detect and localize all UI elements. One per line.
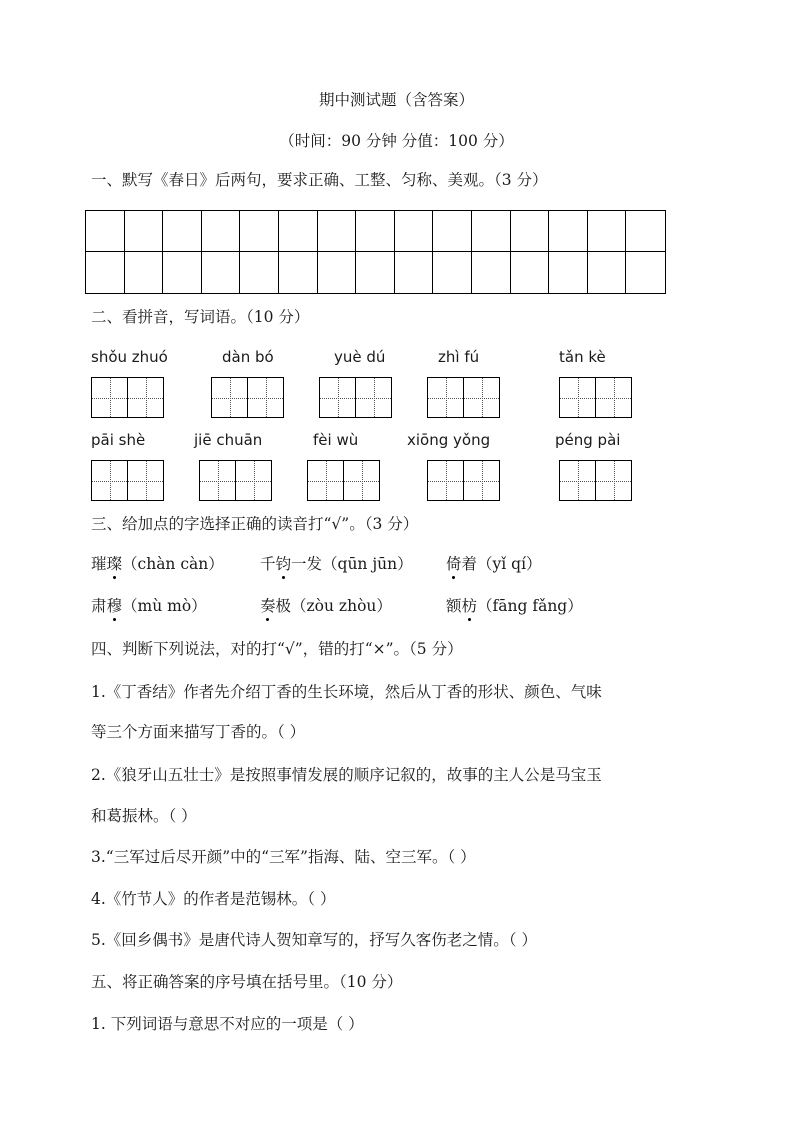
pinyin-label: péng pài <box>555 431 621 449</box>
dotted-char: 枋 <box>461 597 478 615</box>
answer-box[interactable] <box>559 460 632 501</box>
section1-heading: 一、默写《春日》后两句，要求正确、工整、匀称、美观。（3 分） <box>91 171 548 189</box>
exam-meta: （时间：90 分钟 分值：100 分） <box>279 132 514 150</box>
grid-cell[interactable] <box>626 211 665 252</box>
grid-cell[interactable] <box>163 211 202 252</box>
grid-cell[interactable] <box>549 252 588 293</box>
section5-heading: 五、将正确答案的序号填在括号里。（10 分） <box>91 973 403 991</box>
grid-cell[interactable] <box>86 211 125 252</box>
pronunciation-item[interactable]: 倚着（yǐ qí） <box>446 555 542 573</box>
writing-grid <box>85 210 666 294</box>
grid-cell[interactable] <box>240 211 279 252</box>
answer-box[interactable] <box>427 460 500 501</box>
grid-cell[interactable] <box>125 211 164 252</box>
answer-box[interactable] <box>91 377 164 418</box>
question-text: 1.《丁香结》作者先介绍丁香的生长环境，然后从丁香的形状、颜色、气味 <box>91 683 602 701</box>
grid-cell[interactable] <box>356 211 395 252</box>
dotted-char: 钧 <box>275 555 292 573</box>
answer-box[interactable] <box>211 377 284 418</box>
dotted-char: 奏 <box>260 597 276 615</box>
answer-box[interactable] <box>319 377 392 418</box>
dotted-char: 穆 <box>106 597 123 615</box>
pronunciation-item[interactable]: 肃穆（mù mò） <box>91 597 207 615</box>
grid-cell[interactable] <box>125 252 164 293</box>
question-text: 3.“三军过后尽开颜”中的“三军”指海、陆、空三军。（ ） <box>91 848 476 866</box>
dotted-char: 倚 <box>446 555 462 573</box>
grid-cell[interactable] <box>433 252 472 293</box>
question-text: 等三个方面来描写丁香的。（ ） <box>91 723 306 741</box>
grid-cell[interactable] <box>318 252 357 293</box>
grid-cell[interactable] <box>588 252 627 293</box>
grid-cell[interactable] <box>279 252 318 293</box>
question-text: 和葛振林。（ ） <box>91 807 197 825</box>
pinyin-label: yuè dú <box>334 348 386 366</box>
grid-cell[interactable] <box>472 252 511 293</box>
answer-box[interactable] <box>91 460 164 501</box>
question-text: 4.《竹节人》的作者是范锡林。（ ） <box>91 890 336 908</box>
grid-cell[interactable] <box>472 211 511 252</box>
section3-heading: 三、给加点的字选择正确的读音打“√”。（3 分） <box>91 515 419 533</box>
grid-cell[interactable] <box>202 252 241 293</box>
question-text: 5.《回乡偶书》是唐代诗人贺知章写的，抒写久客伤老之情。（ ） <box>91 931 537 949</box>
grid-cell[interactable] <box>318 211 357 252</box>
grid-cell[interactable] <box>356 252 395 293</box>
pinyin-label: zhì fú <box>438 348 480 366</box>
grid-cell[interactable] <box>86 252 125 293</box>
pinyin-label: tǎn kè <box>559 348 606 366</box>
grid-cell[interactable] <box>240 252 279 293</box>
grid-cell[interactable] <box>163 252 202 293</box>
pinyin-label: pāi shè <box>91 431 146 449</box>
section4-heading: 四、判断下列说法，对的打“√”，错的打“×”。（5 分） <box>91 640 463 658</box>
pinyin-label: shǒu zhuó <box>91 348 168 366</box>
grid-cell[interactable] <box>395 211 434 252</box>
grid-cell[interactable] <box>433 211 472 252</box>
pinyin-label: xiōng yǒng <box>407 431 491 449</box>
pinyin-label: jiē chuān <box>194 431 263 449</box>
answer-box[interactable] <box>427 377 500 418</box>
pinyin-label: dàn bó <box>222 348 274 366</box>
pronunciation-item[interactable]: 奏极（zòu zhòu） <box>260 597 392 615</box>
question-text: 1. 下列词语与意思不对应的一项是（ ） <box>91 1015 364 1033</box>
answer-box[interactable] <box>199 460 272 501</box>
question-text: 2.《狼牙山五壮士》是按照事情发展的顺序记叙的，故事的主人公是马宝玉 <box>91 766 602 784</box>
grid-cell[interactable] <box>549 211 588 252</box>
pronunciation-item[interactable]: 额枋（fāng fǎng） <box>446 597 583 615</box>
page-title: 期中测试题（含答案） <box>318 91 474 109</box>
grid-cell[interactable] <box>511 211 550 252</box>
grid-cell[interactable] <box>588 211 627 252</box>
pronunciation-item[interactable]: 千钧一发（qūn jūn） <box>260 555 413 573</box>
answer-box[interactable] <box>559 377 632 418</box>
grid-cell[interactable] <box>279 211 318 252</box>
grid-cell[interactable] <box>626 252 665 293</box>
section2-heading: 二、看拼音，写词语。（10 分） <box>91 308 310 326</box>
grid-cell[interactable] <box>395 252 434 293</box>
grid-cell[interactable] <box>202 211 241 252</box>
grid-cell[interactable] <box>511 252 550 293</box>
pronunciation-item[interactable]: 璀璨（chàn càn） <box>91 555 224 573</box>
pinyin-label: fèi wù <box>313 431 359 449</box>
answer-box[interactable] <box>307 460 380 501</box>
dotted-char: 璨 <box>106 555 123 573</box>
